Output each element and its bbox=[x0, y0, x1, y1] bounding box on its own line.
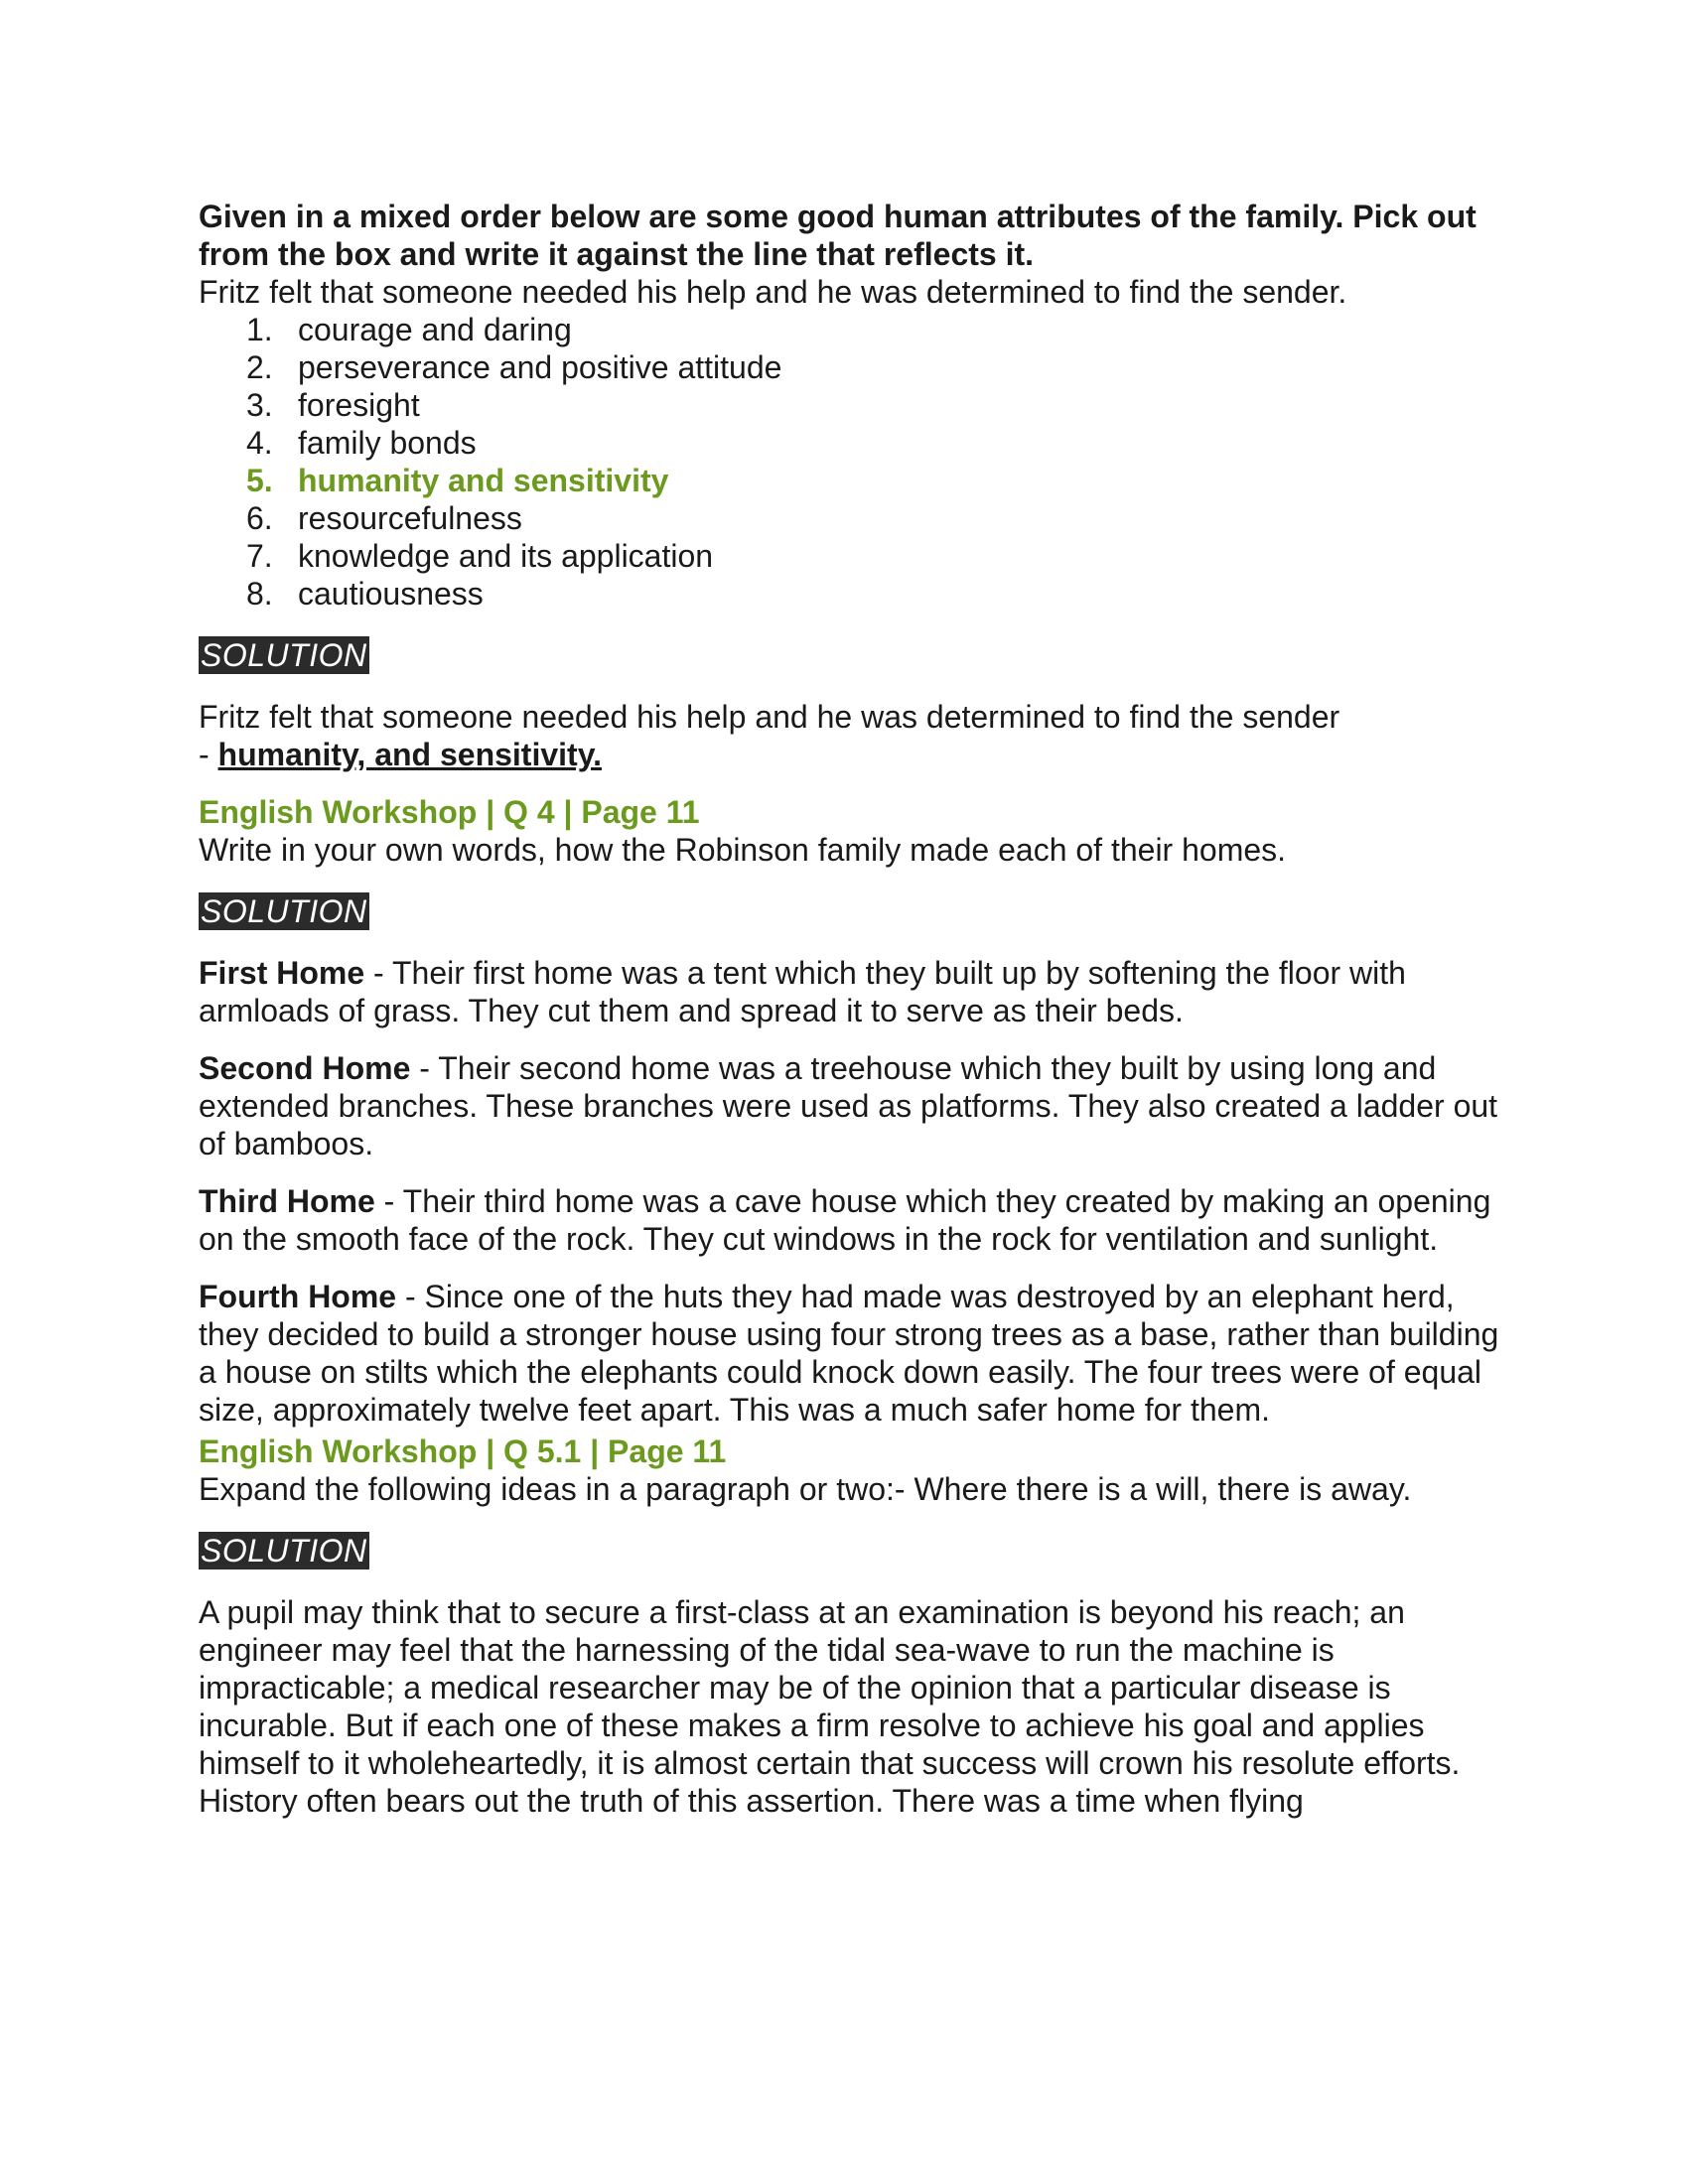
q3-question: Expand the following ideas in a paragraph or two:- Where there is a will, there is away. bbox=[199, 1471, 1412, 1507]
q3-heading: English Workshop | Q 5.1 | Page 11 bbox=[199, 1433, 727, 1469]
home-second: Second Home - Their second home was a treehouse which they built by using long and extended branches. These branches were used as platforms. They also created a ladder out of bamboos. bbox=[199, 1050, 1498, 1161]
home-third: Third Home - Their third home was a cave house which they created by making an opening on the smooth face of the rock. They cut windows in the rock for ventilation and sunlight. bbox=[199, 1183, 1491, 1257]
solution-badge: SOLUTION bbox=[201, 893, 367, 929]
option-item-5-highlighted: 5. humanity and sensitivity bbox=[246, 463, 669, 498]
home-first: First Home - Their first home was a tent which they built up by softening the floor with armloads of grass. They cut them and spread it to serve as their beds. bbox=[199, 955, 1406, 1028]
option-item-7: 7. knowledge and its application bbox=[246, 538, 714, 574]
q1-solution-line: Fritz felt that someone needed his help and he was determined to find the sender - humanity, and sensitivity. bbox=[199, 699, 1340, 772]
option-item-8: 8. cautiousness bbox=[246, 576, 484, 612]
q1-solution-answer: humanity, and sensitivity. bbox=[217, 737, 602, 772]
q3-solution-text: A pupil may think that to secure a first-class at an examination is beyond his reach; an engineer may feel that the harnessing of the tidal sea-wave to run the machine is impracticable; a medical researcher may be of the opinion that a particular disease is incurable. But if each one of these makes a firm resolve to achieve his goal and applies himself to it wholeheartedly, it is almost certain that success will crown his resolute efforts. History often bears out the truth of this assertion. There was a time when flying bbox=[199, 1594, 1461, 1819]
option-item-3: 3. foresight bbox=[246, 387, 420, 423]
q2-heading: English Workshop | Q 4 | Page 11 bbox=[199, 794, 700, 830]
option-item-1: 1. courage and daring bbox=[246, 312, 572, 347]
solution-badge: SOLUTION bbox=[201, 1533, 367, 1569]
q1-line: Fritz felt that someone needed his help and he was determined to find the sender. bbox=[199, 274, 1347, 310]
q1-instruction: Given in a mixed order below are some good human attributes of the family. Pick out from the box and write it against the line that reflects it. bbox=[199, 199, 1477, 272]
q1-options-list bbox=[199, 311, 1499, 613]
option-item-2: 2. perseverance and positive attitude bbox=[246, 349, 782, 385]
option-item-6: 6. resourcefulness bbox=[246, 500, 522, 536]
option-item-4: 4. family bonds bbox=[246, 425, 477, 461]
home-fourth: Fourth Home - Since one of the huts they had made was destroyed by an elephant herd, they decided to build a stronger house using four strong trees as a base, rather than building a house on stilts which the elephants could knock down easily. The four trees were of equal size, approximately twelve feet apart. This was a much safer home for them. bbox=[199, 1279, 1499, 1428]
solution-badge: SOLUTION bbox=[201, 637, 367, 673]
q2-question: Write in your own words, how the Robinson family made each of their homes. bbox=[199, 832, 1287, 868]
